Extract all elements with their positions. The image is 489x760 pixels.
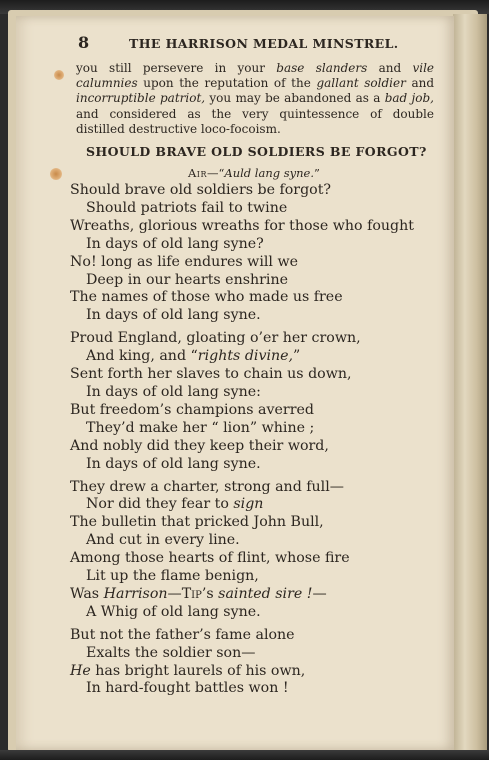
running-header <box>78 33 428 55</box>
verse-line: They’d make her “ lion” whine ; <box>86 419 315 436</box>
verse-line: In days of old lang syne. <box>86 455 261 472</box>
verse-line: Should patriots fail to twine <box>86 199 288 216</box>
verse-line: In days of old lang syne: <box>86 383 261 400</box>
page-number: 8 <box>78 33 90 52</box>
verse-line: And nobly did they keep their word, <box>70 437 329 454</box>
air-note: Air—“Auld lang syne.” <box>188 166 320 180</box>
verse-line: In days of old lang syne? <box>86 235 264 252</box>
verse-line: And king, and “rights divine,” <box>86 348 301 365</box>
poem-verses <box>70 182 440 698</box>
verse-line: Among those hearts of flint, whose fire <box>70 550 350 567</box>
verse-line: Wreaths, glorious wreaths for those who fought <box>70 217 414 234</box>
verse-line: Lit up the flame benign, <box>86 568 259 585</box>
verse-line: But not the father’s fame alone <box>70 626 295 643</box>
foxing-spot <box>54 70 64 80</box>
verse-line: Exalts the soldier son— <box>86 644 256 661</box>
verse-line: The names of those who made us free <box>70 289 343 306</box>
verse-line: No! long as life endures will we <box>70 253 298 270</box>
verse-line: They drew a charter, strong and full— <box>70 478 344 495</box>
verse-line: He has bright laurels of his own, <box>70 662 306 679</box>
verse-line: In hard-fought battles won ! <box>86 680 289 697</box>
verse-line: Proud England, gloating o’er her crown, <box>70 330 361 347</box>
verse-line: Nor did they fear to sign <box>86 496 264 513</box>
page-stack-edge <box>453 14 487 750</box>
verse-line: In days of old lang syne. <box>86 307 261 324</box>
verse-line: A Whig of old lang syne. <box>86 603 261 620</box>
foxing-spot <box>50 168 62 180</box>
verse-line: Should brave old soldiers be forgot? <box>70 182 332 198</box>
song-title: SHOULD BRAVE OLD SOLDIERS BE FORGOT? <box>86 144 427 159</box>
book-cover-bottom-edge <box>0 750 489 760</box>
verse-line: But freedom’s champions averred <box>70 401 314 418</box>
book-page <box>16 16 454 750</box>
verse-line: Sent forth her slaves to chain us down, <box>70 366 352 383</box>
verse-line: The bulletin that pricked John Bull, <box>70 514 324 531</box>
running-title: THE HARRISON MEDAL MINSTREL. <box>129 36 399 51</box>
intro-paragraph: you still persevere in your base slanders and vile calumnies upon the reputation of the gallant soldier and incorruptible patriot, you may be abandoned as a bad job, and considered as the very quintessence of double distilled destructive loco-focoism. <box>76 61 435 136</box>
verse-line: Deep in our hearts enshrine <box>86 271 288 288</box>
verse-line: Was Harrison—Tip’s sainted sire !— <box>70 585 327 602</box>
verse-line: And cut in every line. <box>86 532 240 549</box>
